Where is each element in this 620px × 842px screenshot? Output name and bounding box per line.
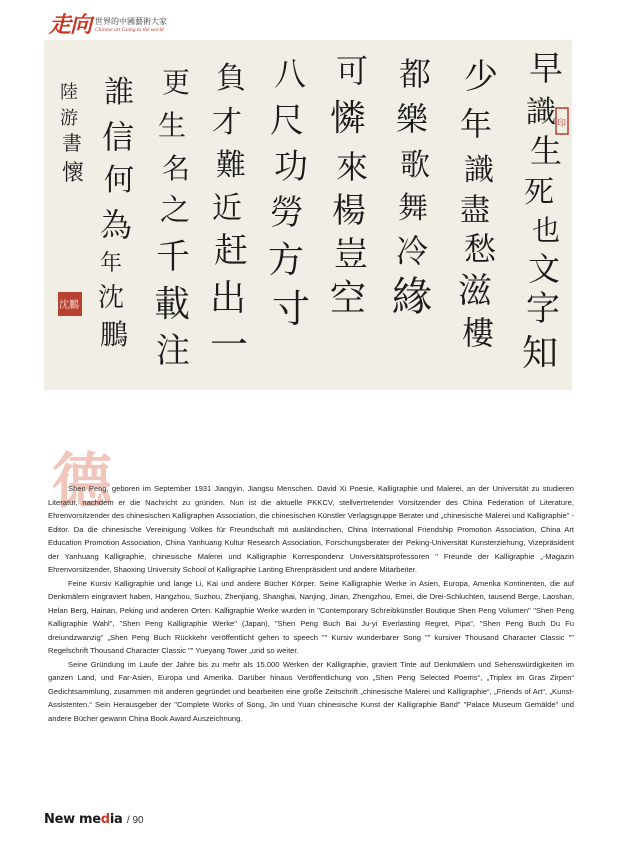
svg-text:樓: 樓	[462, 314, 495, 352]
svg-text:名: 名	[162, 152, 191, 185]
svg-text:之: 之	[160, 193, 190, 228]
svg-text:都: 都	[399, 55, 432, 93]
calli-glyph: 早	[529, 49, 563, 89]
svg-text:愁: 愁	[464, 230, 497, 268]
svg-text:識: 識	[526, 95, 556, 130]
svg-text:方: 方	[268, 240, 305, 281]
page-footer	[44, 810, 144, 828]
svg-text:年: 年	[460, 105, 493, 143]
svg-text:印: 印	[557, 119, 567, 129]
brand-header	[49, 14, 249, 40]
calligraphy-image	[44, 40, 572, 390]
article-paragraph: Feine Kursiv Kalligraphie und lange Li, Kai und andere Bücher Körper. Seine Kalligraphie Werke in Asien, Europa, Amerika Kontinenten, die auf Denkmälern eingraviert haben, Hangzhou, Suzhou, Zhenjiang, Shanghai, Nanjing, Jinan, Zhengzhou, Emei, die Drei-Schluchten, tausend Berge, Laoshan, Helan Berg, Hainan, Peking und anderen Orten. Kalligraphie Werke wurden in "Contemporary Schreibkünstler Boutique Shen Peng Volumen" "Shen Peng Kalligraphie Wahl", "Shen Peng Kalligraphie Werke" (Japan), "Shen Peng Buch Bai Ju-yi Everlasting Regret, Pipa", "Shen Peng Buch Du Fu dreiundzwanzig" „Shen Peng Buch Rückkehr veröffentlicht gehen to speech "" Kursiv wunderbarer Song "" kursiver Thousand Character Classic "" Regelschrift Thousand Character Classic "" Yueyang Tower „und so weiter.	[48, 578, 574, 655]
article-paragraph: Seine Gründung im Laufe der Jahre bis zu mehr als 15.000 Werken der Kalligraphie, graviert Tinte auf Denkmälern und Sehenswürdigkeiten im ganzen Land, und Far-Asien, Europa und Amerika. Darüber hinaus Veröffentlichung von „Shen Peng Selected Poems“, „Triplex im Gras Zirpen“ Gedichtsammlung, zusammen mit anderen gegründet und bearbeiten eine große Zeitschrift „chinesische Malerei und Kalligraphie“, „Friends of Art“, „Kunst-Assistenten.“ Sein Herausgeber der "Complete Works of Song, Jin und Yuan chinesische Kunst der Kalligraphie Band" "Palace Museum Gemälde" und andere Bücher gewann China Book Award Auszeichnung.	[48, 659, 574, 723]
svg-text:豈: 豈	[334, 235, 368, 275]
svg-text:載: 載	[154, 284, 191, 325]
svg-text:誰: 誰	[104, 75, 134, 110]
svg-text:楊: 楊	[332, 191, 366, 231]
svg-text:少: 少	[464, 57, 498, 97]
article-paragraph: Shen Peng, geboren im September 1931 Jiangyin, Jiangsu Menschen. David Xi Poesie, Kalligraphie und Malerei, an der Universität zu studieren Literatur, nachdem er die Nachricht zu gründen. Nun ist die aktuelle PKKCV, stellvertretender Vorsitzender des China Federation of Literature, Ehrenvorsitzender des chinesischen Kalligraphen Association, die chinesischen Künstler Verlagsgruppe Berater und „chinesische Malerei und Kalligraphie“ -Editor. Da die chinesische Vereinigung Volkes für Freundschaft mit ausländischen, China International Friendship Promotion Association, China Art Education Promotion Association, China Yanhuang Kultur Research Association, Forschungsberater der Peking-Universität Kunsterziehung, Vizepräsident der Yanhuang Kalligraphie, chinesische Malerei und Kalligraphie Korrespondenz Universitätsprofessoren " Freunde der Kalligraphie „-Magazin Ehrenvorsitzender, Shaoxing University School of Kalligraphie Lanting Ehrenpräsident und andere Mitarbeiter.	[48, 484, 574, 574]
svg-text:負: 負	[216, 61, 246, 96]
svg-text:千: 千	[156, 237, 190, 277]
svg-text:一: 一	[210, 323, 249, 367]
svg-text:盡: 盡	[460, 193, 490, 228]
svg-text:沈: 沈	[98, 283, 125, 313]
page-number: / 90	[126, 815, 144, 826]
svg-text:識: 識	[464, 153, 494, 188]
svg-text:字: 字	[526, 289, 560, 329]
svg-text:樂: 樂	[396, 100, 429, 138]
svg-text:為: 為	[100, 206, 133, 244]
watermark-character: 德	[52, 447, 112, 517]
svg-text:舞: 舞	[398, 191, 428, 226]
svg-text:更: 更	[162, 66, 191, 99]
svg-text:游: 游	[60, 108, 78, 129]
svg-text:可: 可	[336, 52, 369, 90]
svg-text:勞: 勞	[270, 193, 304, 233]
svg-text:功: 功	[274, 147, 308, 187]
svg-text:書: 書	[62, 131, 82, 155]
svg-text:難: 難	[216, 148, 246, 183]
brand-subtitle-cn: 世界的中國藝術大家	[95, 17, 167, 26]
calligraphy-artwork	[44, 40, 572, 390]
magazine-name: New media	[44, 812, 123, 827]
svg-text:緣: 緣	[392, 274, 432, 320]
svg-text:寸: 寸	[272, 287, 311, 331]
svg-text:空: 空	[330, 278, 367, 319]
brand-subtitle-en: Chinese art Going to the world	[95, 27, 164, 33]
svg-text:懷: 懷	[62, 161, 85, 186]
svg-text:出: 出	[210, 278, 247, 319]
svg-text:也: 也	[532, 214, 561, 247]
svg-text:年: 年	[100, 251, 123, 276]
svg-text:注: 注	[156, 331, 190, 371]
svg-text:知: 知	[522, 333, 559, 374]
brand-logo: 走向	[49, 12, 92, 38]
svg-text:冷: 冷	[396, 232, 429, 270]
svg-text:赶: 赶	[214, 231, 248, 271]
svg-text:文: 文	[528, 250, 561, 288]
svg-text:生: 生	[158, 109, 187, 142]
svg-text:鵬: 鵬	[100, 318, 129, 351]
seal-stamp-artist	[58, 292, 82, 316]
article-body	[48, 482, 574, 725]
svg-text:憐: 憐	[330, 98, 367, 139]
svg-text:陸: 陸	[60, 82, 78, 103]
svg-text:滋: 滋	[458, 271, 492, 311]
svg-text:尺: 尺	[270, 101, 304, 141]
svg-text:近: 近	[212, 191, 242, 226]
svg-text:信: 信	[102, 118, 135, 156]
svg-text:何: 何	[104, 163, 134, 198]
svg-text:沈鵬: 沈鵬	[59, 300, 79, 311]
svg-text:死: 死	[524, 175, 554, 210]
svg-text:來: 來	[336, 148, 369, 186]
svg-text:歌: 歌	[400, 148, 430, 183]
svg-text:生: 生	[530, 132, 563, 170]
svg-text:才: 才	[212, 105, 242, 140]
svg-text:八: 八	[274, 55, 307, 93]
